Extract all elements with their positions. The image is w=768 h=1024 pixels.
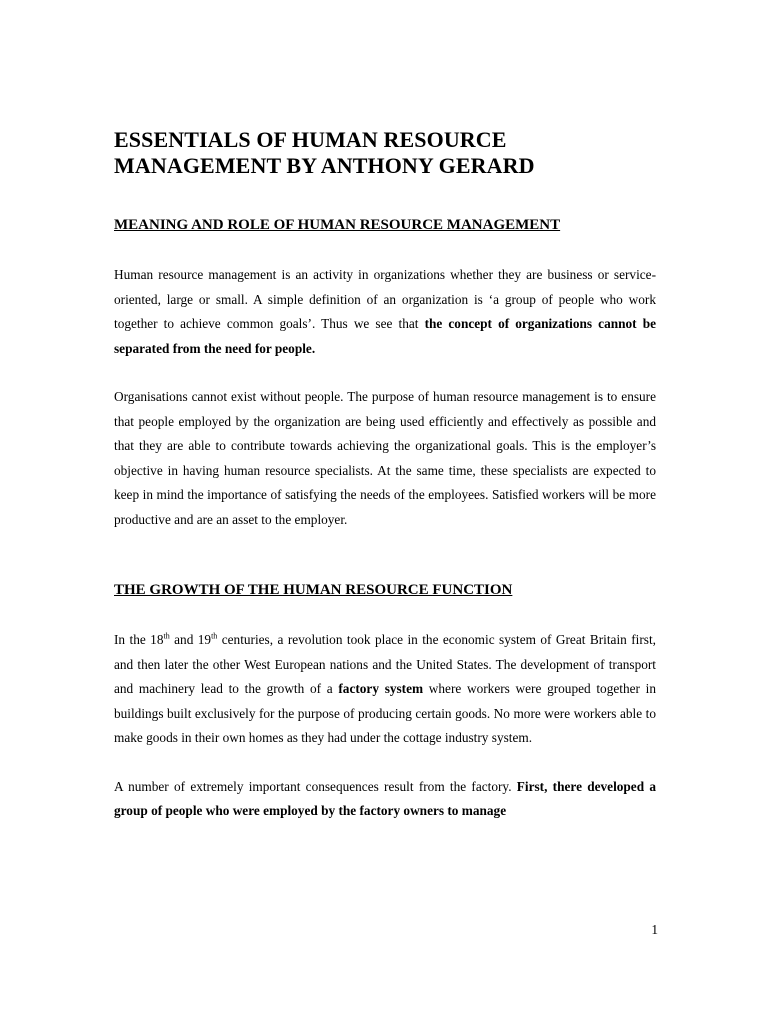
superscript-th-1: th: [163, 631, 170, 641]
paragraph-consequences: [114, 775, 656, 824]
paragraph-definition-text: Human resource management is an activity in organizations whether they are business or service-oriented, large or small. A simple definition of an organization is ‘a group of people who work together to achieve common goals’. Thus we see that: [114, 267, 656, 331]
revolution-text-1: In the 18: [114, 632, 164, 647]
superscript-th-2: th: [211, 631, 218, 641]
document-page: [114, 127, 656, 848]
section-heading-meaning: MEANING AND ROLE OF HUMAN RESOURCE MANAGEMENT: [114, 217, 561, 233]
revolution-text-4: where workers were grouped together in buildings built exclusively for the purpose of producing certain goods. No more were workers able to make goods in their own homes as they had under the cottage industry system.: [114, 681, 656, 745]
revolution-text-3: centuries, a revolution took place in the economic system of Great Britain first, and then later the other West European nations and the United States. The development of transport and machinery lead to the growth of a: [114, 632, 656, 696]
section-heading-growth: THE GROWTH OF THE HUMAN RESOURCE FUNCTION: [114, 582, 513, 598]
title-line-2: MANAGEMENT BY ANTHONY GERARD: [114, 153, 535, 178]
title-line-1: ESSENTIALS OF HUMAN RESOURCE: [114, 127, 507, 152]
paragraph-revolution: [114, 628, 656, 751]
revolution-text-2: and 19: [169, 632, 212, 647]
consequences-text: A number of extremely important consequences result from the factory.: [114, 778, 517, 794]
document-title: [114, 127, 656, 179]
consequences-bold: First, there developed a group of people who were employed by the factory owners to manage: [114, 778, 656, 818]
section-spacer: [114, 556, 656, 580]
factory-system-bold: factory system: [338, 681, 424, 696]
paragraph-purpose: Organisations cannot exist without people. The purpose of human resource management is to ensure that people employed by the organization are being used efficiently and effectively as possible and that they are able to contribute towards achieving the organizational goals. This is the employer’s objective in having human resource specialists. At the same time, these specialists are expected to keep in mind the importance of satisfying the needs of the employees. Satisfied workers will be more productive and are an asset to the employer.: [114, 389, 656, 527]
paragraph-definition-bold: the concept of organizations cannot be separated from the need for people.: [114, 316, 656, 356]
paragraph-definition: [114, 263, 656, 361]
page-number: 1: [651, 922, 658, 937]
